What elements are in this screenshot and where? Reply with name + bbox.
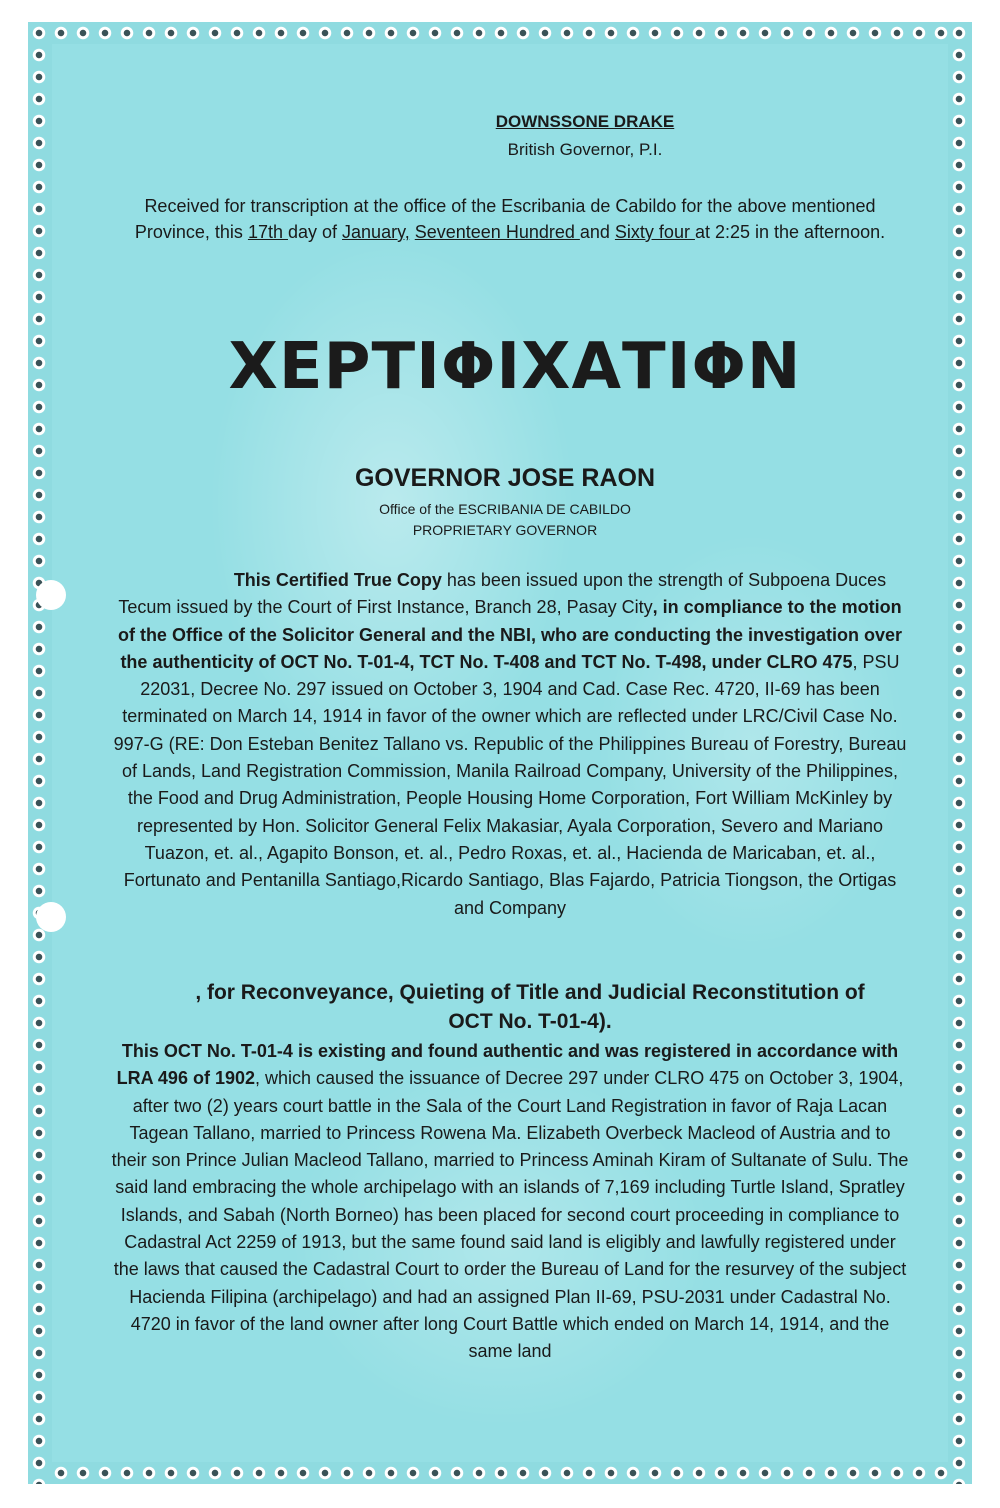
paragraph-bold-text: , in compliance to the motion of the Office of the Solicitor General and the NBI, who are conducting the investigation over the authenticity of OCT No. T-01-4, TCT No. T-408 and TCT No. T-498, under CLRO 475 [117, 597, 903, 672]
governor-office: Office of the ESCRIBANIA DE CABILDO [379, 501, 631, 517]
paragraph-text: , PSU 22031, Decree No. 297 issued on October 3, 1904 and Cad. Case Rec. 4720, II-69 has been terminated on March 14, 1914 in favor of the owner which are reflected under LRC/Civil Case No. 997-G (RE: Don Esteban Benitez Tallano vs. Republic of the Philippines Bureau of Forestry, Bureau of Lands, Land Registration Commission, Manila Railroad Company, University of the Philippines, the Food and Drug Administration, People Housing Home Corporation, Fort William McKinley by represented by Hon. Solicitor General Felix Makasiar, Ayala Corporation, Severo and Mariano Tuazon, et. al., Agapito Bonson, et. al., Pedro Roxas, et. al., Hacienda de Maricaban, et. al., Fortunato and Pentanilla Santiago,Ricardo Santiago, Blas Fajardo, Patricia Tiongson, the Ortigas and Company [113, 651, 907, 918]
oct-paragraph [110, 1038, 910, 1366]
certification-paragraph [110, 567, 910, 922]
transcription-text: and [579, 222, 615, 242]
transcription-year: Seventeen Hundred [414, 222, 580, 242]
transcription-month: January, [342, 222, 410, 242]
transcription-text: Received for transcription at the office of the Escribania de Cabildo for the above mentioned Province, this [134, 196, 876, 242]
transcription-text: at 2:25 in the afternoon. [694, 222, 886, 242]
paragraph-text: , which caused the issuance of Decree 297 under CLRO 475 on October 3, 1904, after two (2) years court battle in the Sala of the Court Land Registration in favor of Raja Lacan Tagean Tallano, married to Princess Rowena Ma. Elizabeth Overbeck Macleod of Austria and to their son Prince Julian Macleod Tallano, married to Princess Aminah Kiram of Sultanate of Sulu. The said land embracing the whole archipelago with an islands of 7,169 including Turtle Island, Spratley Islands, and Sabah (North Borneo) has been placed for second court proceeding in compliance to Cadastral Act 2259 of 1913, but the same found said land is eligibly and lawfully registered under the laws that caused the Cadastral Court to order the Bureau of Land for the resurvey of the subject Hacienda Filipina (archipelago) and had an assigned Plan II-69, PSU-2031 under Cadastral No. 4720 in favor of the land owner after long Court Battle which ended on March 14, 1914, and the same land [111, 1068, 909, 1362]
certificate-heading: ΧΕΡΤΙΦΙΧΑΤΙΦΝ [228, 330, 802, 404]
governor-name: GOVERNOR JOSE RAON [354, 464, 656, 492]
signatory-name: DOWNSSONE DRAKE [495, 112, 675, 131]
paragraph-bold-text: This OCT No. T-01-4 is existing and found authentic and was registered in accordance with LRA 496 of 1902 [116, 1041, 899, 1089]
transcription-year-part: Sixty four [614, 222, 695, 242]
reconveyance-clause: , for Reconveyance, Quieting of Title and Judicial Reconstitution of OCT No. T-01-4). [195, 981, 865, 1033]
transcription-note [110, 193, 910, 245]
governor-role: PROPRIETARY GOVERNOR [412, 522, 598, 538]
paragraph-lead: This Certified True Copy [233, 570, 442, 590]
transcription-text: day of [287, 222, 343, 242]
paragraph-text: has been issued upon the strength of Subpoena Duces Tecum issued by the Court of First Instance, Branch 28, Pasay City [118, 570, 887, 618]
transcription-day: 17th [247, 222, 288, 242]
signatory-title: British Governor, P.I. [507, 140, 663, 159]
